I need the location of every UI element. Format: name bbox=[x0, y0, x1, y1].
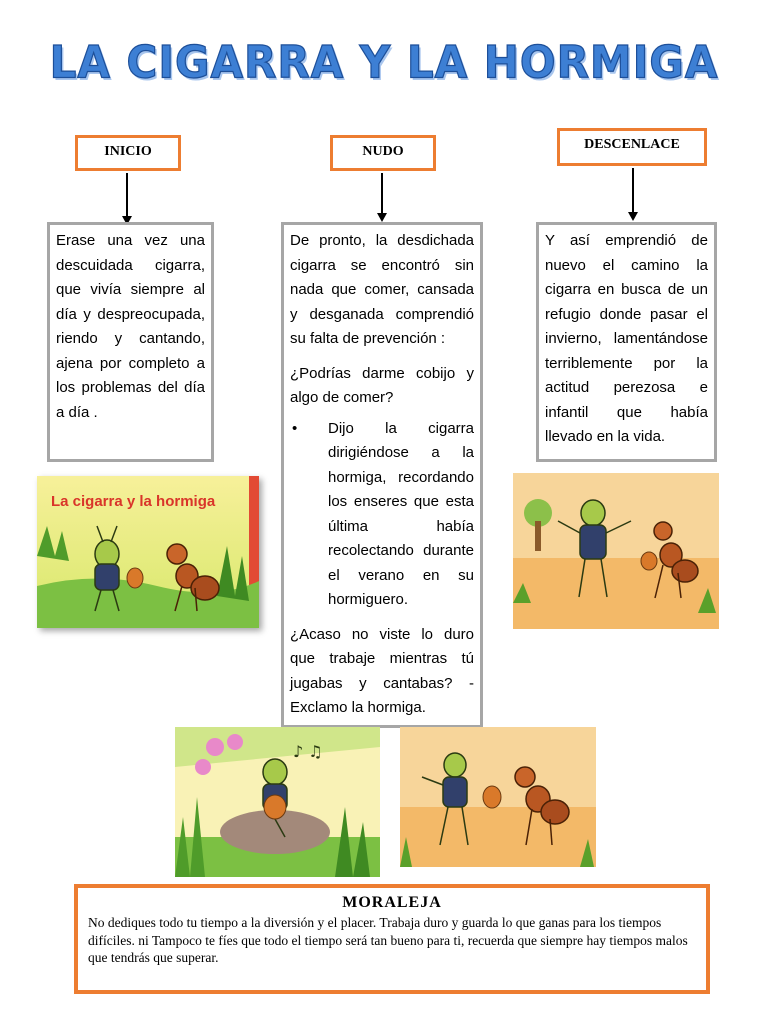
page-title: LA CIGARRA Y LA HORMIGA bbox=[49, 36, 719, 89]
arrow-line bbox=[126, 173, 128, 218]
nudo-box bbox=[281, 222, 483, 728]
arrow-head bbox=[377, 213, 387, 222]
moraleja-box bbox=[74, 884, 710, 994]
moraleja-title: MORALEJA bbox=[342, 894, 442, 911]
book-cover-image bbox=[37, 476, 259, 628]
book-cover-title: La cigarra y la hormiga bbox=[51, 493, 216, 510]
arrow-line bbox=[381, 173, 383, 215]
arrow-head bbox=[628, 212, 638, 221]
arrow-line bbox=[632, 168, 634, 214]
nudo-text: De pronto, la desdichada cigarra se encontró sin nada que comer, cansada y desganada comprendió su falta de prevención : bbox=[290, 232, 474, 347]
header-desenlace: DESCENLACE bbox=[557, 128, 707, 166]
inicio-text: Erase una vez una descuidada cigarra, que vivía siempre al día y despreocupada, riendo y cantando, ajena por completo a los problemas del día a día . bbox=[56, 232, 205, 421]
svg-text:♪ ♫: ♪ ♫ bbox=[293, 742, 323, 761]
nudo-bullet-item bbox=[290, 417, 474, 613]
scene-image-meeting bbox=[400, 727, 596, 867]
header-nudo: NUDO bbox=[330, 135, 436, 171]
nudo-question: ¿Podrías darme cobijo y algo de comer? bbox=[290, 364, 474, 406]
inicio-box bbox=[47, 222, 214, 462]
bullet-icon: • bbox=[292, 419, 298, 437]
desenlace-box bbox=[536, 222, 717, 462]
nudo-bullet-text: Dijo la cigarra dirigiéndose a la hormiga, recordando los enseres que esta última había recolectando durante el verano en su hormiguero. bbox=[328, 419, 474, 608]
nudo-reply: ¿Acaso no viste lo duro que trabaje mientras tú jugabas y cantabas? - Exclamo la hormiga. bbox=[290, 625, 474, 716]
moraleja-text: No dediques todo tu tiempo a la diversión y el placer. Trabaja duro y guarda lo que ganas para los tiempos difíciles. ni Tampoco te fíes que todo el tiempo será tan bueno para ti, recuerda que siempre hay tiempos malos que tendrás que superar. bbox=[88, 915, 688, 965]
scene-image-guitar bbox=[175, 727, 380, 877]
desenlace-text: Y así emprendió de nuevo el camino la cigarra en busca de un refugio donde pasar el invierno, lamentándose terriblemente por la actitud perezosa e infantil que había llevado en la vida. bbox=[545, 232, 708, 445]
scene-image-dance bbox=[513, 473, 719, 629]
header-inicio: INICIO bbox=[75, 135, 181, 171]
